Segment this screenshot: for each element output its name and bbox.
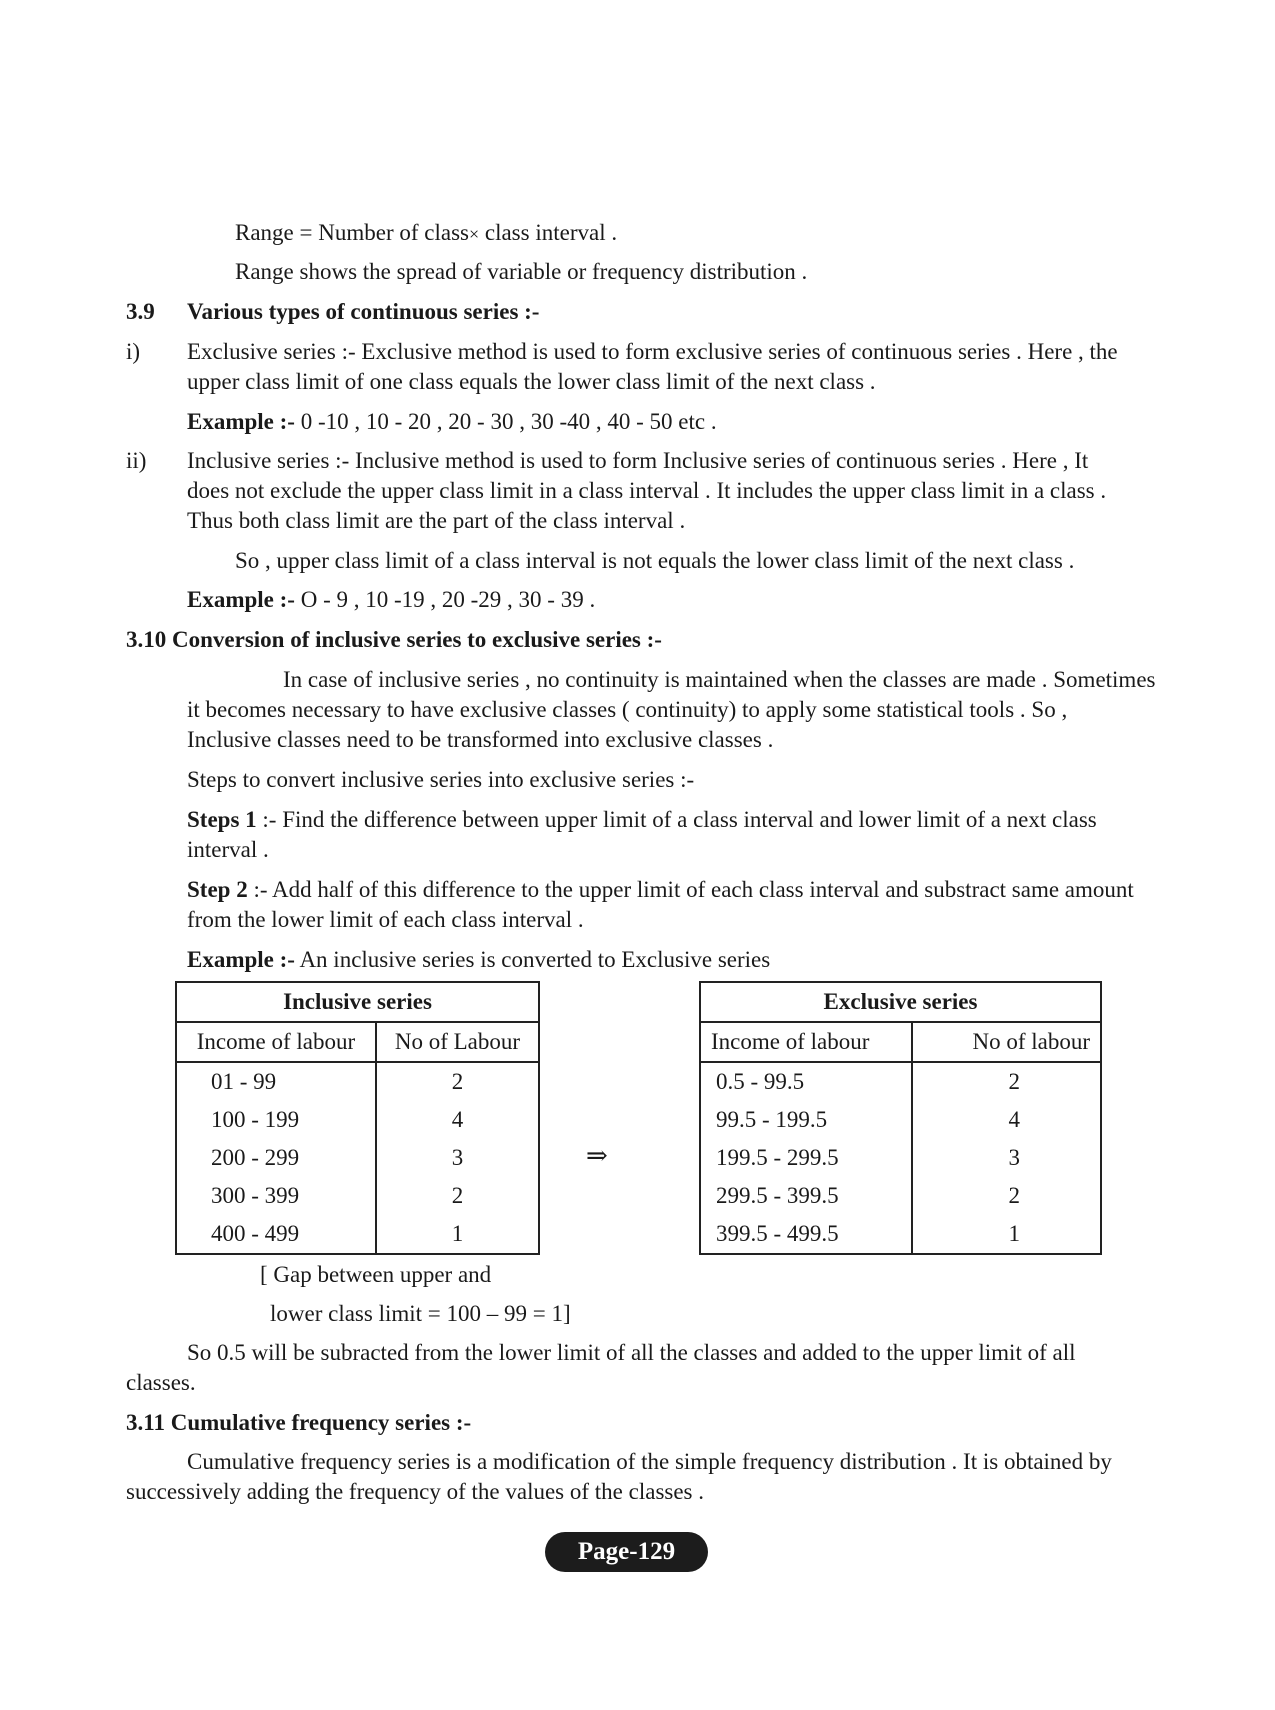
section-number-3-9: 3.9 (126, 299, 155, 324)
section-title-3-9: Various types of continuous series :- (187, 299, 540, 324)
exclusive-series-table (699, 981, 1102, 1255)
arrow-icon: ⇒ (586, 1141, 608, 1170)
step-1-line-1: Steps 1 :- Find the difference between upper limit of a class interval and lower limit of a next class (187, 807, 1097, 832)
table-row: 300 - 399 2 (176, 1177, 539, 1215)
table-row: 299.5 - 399.5 2 (700, 1177, 1101, 1215)
step-2-line-1: Step 2 :- Add half of this difference to the upper limit of each class interval and substract same amount (187, 877, 1134, 902)
inclusive-text-line-3: Thus both class limit are the part of the class interval . (187, 508, 686, 533)
table-row: 100 - 199 4 (176, 1101, 539, 1139)
table-row: 99.5 - 199.5 4 (700, 1101, 1101, 1139)
example-1: Example :- 0 -10 , 10 - 20 , 20 - 30 , 30 -40 , 40 - 50 etc . (187, 409, 717, 434)
gap-note-line-2: lower class limit = 100 – 99 = 1] (270, 1301, 571, 1326)
range-formula: Range = Number of class× class interval . (235, 220, 618, 245)
inclusive-table-title: Inclusive series (176, 982, 539, 1022)
inclusive-col-income: Income of labour (176, 1022, 376, 1062)
gap-note-line-1: [ Gap between upper and (260, 1262, 492, 1287)
table-row: 0.5 - 99.5 2 (700, 1062, 1101, 1101)
range-spread-text: Range shows the spread of variable or frequency distribution . (235, 259, 808, 284)
cumulative-text-line-2: successively adding the frequency of the values of the classes . (126, 1479, 704, 1504)
inclusive-text-line-2: does not exclude the upper class limit in a class interval . It includes the upper class limit in a class . (187, 478, 1107, 503)
conversion-text-line-1: In case of inclusive series , no continuity is maintained when the classes are made . Sometimes (283, 667, 1156, 692)
inclusive-text-line-1: Inclusive series :- Inclusive method is used to form Inclusive series of continuous series . Here , It (187, 448, 1089, 473)
exclusive-col-income: Income of labour (700, 1022, 912, 1062)
cumulative-text-line-1: Cumulative frequency series is a modification of the simple frequency distribution . It is obtained by (187, 1449, 1112, 1474)
step-1-line-2: interval . (187, 837, 269, 862)
example-3: Example :- An inclusive series is converted to Exclusive series (187, 947, 771, 972)
exclusive-text-line-1: Exclusive series :- Exclusive method is used to form exclusive series of continuous series . Here , the (187, 339, 1118, 364)
section-title-3-11: 3.11 Cumulative frequency series :- (126, 1410, 472, 1435)
inclusive-text-line-4: So , upper class limit of a class interval is not equals the lower class limit of the next class . (235, 548, 1075, 573)
exclusive-table-title: Exclusive series (700, 982, 1101, 1022)
table-row: 200 - 299 3 (176, 1139, 539, 1177)
example-2: Example :- O - 9 , 10 -19 , 20 -29 , 30 - 39 . (187, 587, 596, 612)
exclusive-text-line-2: upper class limit of one class equals the lower class limit of the next class . (187, 369, 876, 394)
so-05-line-2: classes. (126, 1370, 196, 1395)
so-05-line-1: So 0.5 will be subracted from the lower limit of all the classes and added to the upper limit of all (187, 1340, 1076, 1365)
page-number-badge: Page-129 (545, 1532, 708, 1572)
times-symbol: × (468, 224, 480, 244)
steps-intro: Steps to convert inclusive series into exclusive series :- (187, 767, 695, 792)
list-marker-ii: ii) (126, 448, 147, 473)
step-2-line-2: from the lower limit of each class interval . (187, 907, 584, 932)
list-marker-i: i) (126, 339, 141, 364)
exclusive-col-labour: No of labour (912, 1022, 1101, 1062)
conversion-text-line-2: it becomes necessary to have exclusive classes ( continuity) to apply some statistical tools . So , (187, 697, 1068, 722)
table-row: 399.5 - 499.5 1 (700, 1215, 1101, 1254)
table-row: 400 - 499 1 (176, 1215, 539, 1254)
table-row: 01 - 99 2 (176, 1062, 539, 1101)
inclusive-series-table (175, 981, 540, 1255)
conversion-text-line-3: Inclusive classes need to be transformed into exclusive classes . (187, 727, 774, 752)
table-row: 199.5 - 299.5 3 (700, 1139, 1101, 1177)
inclusive-col-labour: No of Labour (376, 1022, 539, 1062)
section-title-3-10: 3.10 Conversion of inclusive series to exclusive series :- (126, 627, 662, 652)
